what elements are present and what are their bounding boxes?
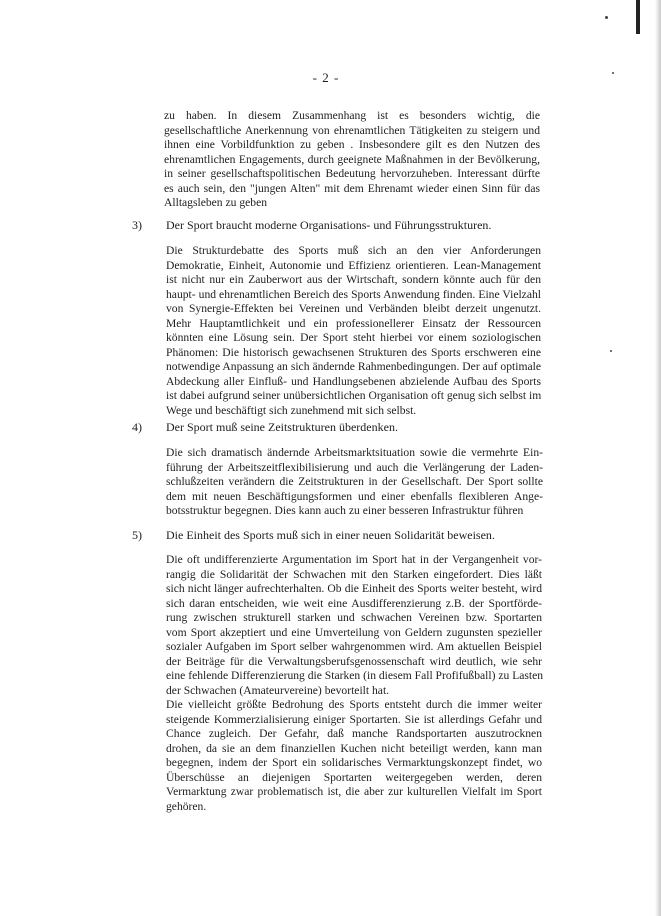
text-line: steigende Kommerzialisierung einiger Sportarten. Sie ist allerdings Gefahr und <box>166 712 542 726</box>
text-line: Die oft undifferenzierte Argumentation im Sport hat in der Vergangenheit vor- <box>166 553 542 566</box>
text-line: der Schwachen (Amateurvereine) bevorteilt hat. <box>166 683 390 697</box>
scan-speck <box>610 350 612 352</box>
text-line: rung zwischen strukturell starken und schwachen Vereinen bzw. Sportarten <box>166 611 542 624</box>
text-line: Mehr Hauptamtlichkeit und ein professionellerer Einsatz der Ressourcen <box>166 316 541 330</box>
text-line: schlußzeiten verändern die Zeitstrukturen in der Gesellschaft. Der Sport sollte <box>166 475 543 488</box>
text-line: Wege und beschäftigt sich zunehmend mit sich selbst. <box>166 403 417 417</box>
text-line: führung der Arbeitszeitflexibilisierung und auch die Verlängerung der Laden- <box>166 460 543 474</box>
section-5-body <box>166 553 542 814</box>
text-line: Die Strukturdebatte des Sports muß sich an den vier Anforderungen <box>166 244 541 257</box>
text-line: Die vielleicht größte Bedrohung des Sports entsteht durch die immer weiter <box>166 698 542 711</box>
intro-paragraph <box>164 109 540 211</box>
text-line: drohen, da sie an dem finanziellen Kuchen nicht beteiligt werden, kann man <box>166 741 542 755</box>
text-line: gehören. <box>166 799 207 813</box>
section-3-heading: Der Sport braucht moderne Organisations- und Führungsstrukturen. <box>166 218 492 232</box>
text-line: sich daran entscheiden, wie weit eine Ausdifferenzierung z.B. der Sportförde- <box>166 596 542 610</box>
section-4-heading: Der Sport muß seine Zeitstrukturen überdenken. <box>166 420 398 434</box>
text-line: sozialer Aufgaben im Sport selber wahrgenommen wird. Am aktuellen Beispiel <box>166 640 542 653</box>
text-line: Abdeckung aller Einfluß- und Handlungsebenen abzielende Aufbau des Sports <box>166 374 541 388</box>
text-line: Alltagsleben zu geben <box>164 196 268 209</box>
section-4-number: 4) <box>132 420 142 434</box>
text-line: es auch sein, den "jungen Alten" mit dem Ehrenamt wieder einen Sinn für das <box>164 181 540 195</box>
text-line: in seiner gesellschaftspolitischen Bedeutung hervorzuheben. Interessant dürfte <box>164 167 540 180</box>
text-line: Demokratie, Einheit, Autonomie und Effizienz orientieren. Lean-Management <box>166 258 541 272</box>
section-3-number: 3) <box>132 218 142 232</box>
section-5-heading: Die Einheit des Sports muß sich in einer neuen Solidarität beweisen. <box>166 528 495 542</box>
section-4-body <box>166 446 543 519</box>
text-line: Vermarktung zwar problematisch ist, die aber zur kulturellen Vielfalt im Sport <box>166 785 542 798</box>
text-line: der Beiträge für die Verwaltungsberufsgenossenschaft wird deutlich, wie sehr <box>166 654 542 668</box>
text-line: haupt- und ehrenamtlichen Bereich des Sports Anwendung finden. Eine Vielzahl <box>166 287 541 301</box>
text-line: rangig die Solidarität der Schwachen mit den Starken eingefordert. Dies läßt <box>166 567 542 581</box>
scan-edge-shadow <box>655 0 661 916</box>
scan-speck <box>612 72 614 74</box>
text-line: ist dabei aufgrund seiner unübersichtlichen Organisation oft genug sich selbst im <box>166 389 542 402</box>
text-line: eine fehlende Differenzierung die Starken (in diesem Fall Profifußball) zu Lasten <box>166 669 544 682</box>
text-line: Die sich dramatisch ändernde Arbeitsmarktsituation sowie die vermehrte Ein- <box>166 446 543 459</box>
text-line: vom Sport akzeptiert und eine Umverteilung von Geldern zugunsten spezieller <box>166 625 542 639</box>
scan-mark <box>636 0 640 34</box>
text-line: sich nicht länger aufrechterhalten. Ob die Einheit des Sports weiter besteht, wird <box>166 582 542 595</box>
text-line: dem mit neuen Beschäftigungsformen und einer ebenfalls flexibleren Ange- <box>166 489 543 503</box>
text-line: botsstruktur begegnen. Dies kann auch zu einer besseren Infrastruktur führen <box>166 504 524 517</box>
text-line: ist nicht nur ein Zauberwort aus der Wirtschaft, sondern könnte auch für den <box>166 273 541 286</box>
text-line: notwendige Anpassung an sich ändernde Rahmenbedingungen. Der auf optimale <box>166 360 541 373</box>
text-line: Chance zugleich. Der Gefahr, daß manche Randsportarten auszutrocknen <box>166 727 542 740</box>
text-line: Phänomen: Die historisch gewachsenen Strukturen des Sports erschweren eine <box>166 345 541 359</box>
section-5-number: 5) <box>132 528 142 542</box>
text-line: zu haben. In diesem Zusammenhang ist es besonders wichtig, die <box>164 109 540 122</box>
text-line: von Synergie-Effekten bei Vereinen und Verbänden bleibt derzeit ungenutzt. <box>166 302 541 315</box>
text-line: gesellschaftliche Anerkennung von ehrenamtlichen Tätigkeiten zu steigern und <box>164 123 540 137</box>
text-line: ehrenamtlichen Engagements, durch geeignete Maßnahmen in der Bevölkerung, <box>164 152 540 166</box>
text-line: begegnen, indem der Sport ein solidarisches Vermarktungskonzept findet, wo <box>166 756 542 769</box>
page-number: - 2 - <box>312 70 340 85</box>
text-line: Überschüsse an diejenigen Sportarten weitergegeben werden, deren <box>166 770 542 784</box>
scan-speck <box>605 16 608 19</box>
text-line: ihnen eine Vorbildfunktion zu geben . Insbesondere gilt es den Nutzen des <box>164 138 540 151</box>
text-line: könnten eine Lösung sein. Der Sport steht hierbei vor einem soziologischen <box>166 331 541 344</box>
section-3-body <box>166 244 541 418</box>
